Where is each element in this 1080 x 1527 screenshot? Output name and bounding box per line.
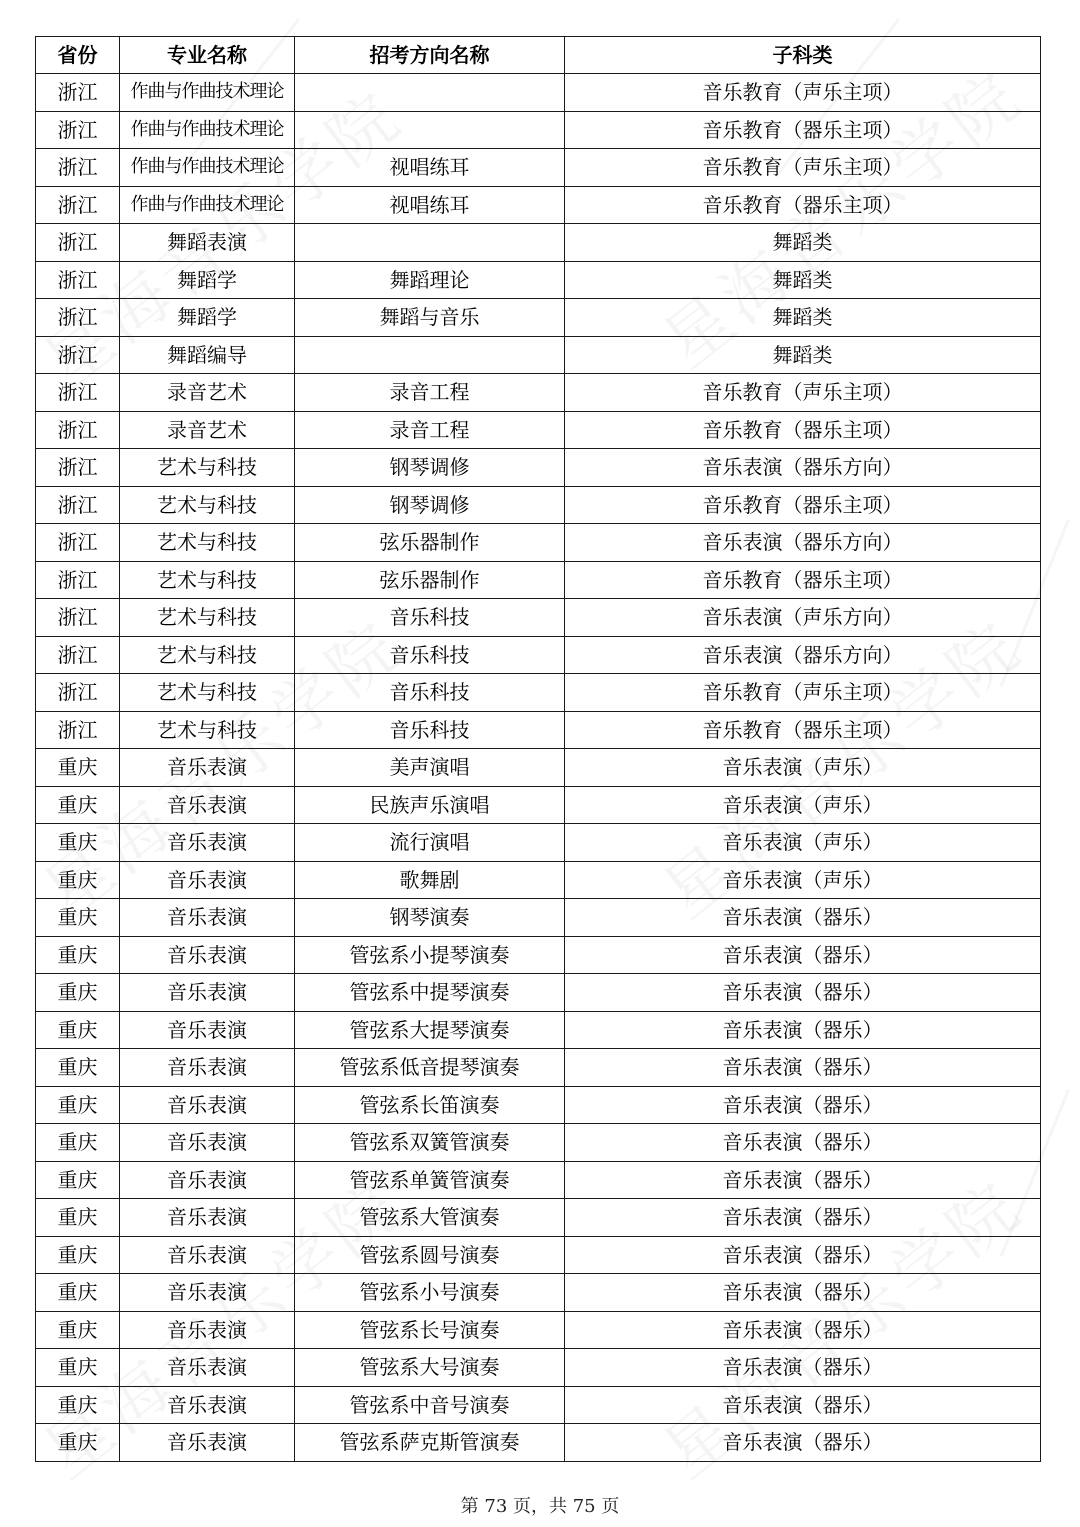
province-cell: 重庆 [36, 1386, 120, 1424]
subcategory-cell: 音乐表演（器乐） [565, 974, 1041, 1012]
province-cell: 浙江 [36, 674, 120, 712]
province-cell: 浙江 [36, 524, 120, 562]
page-number: 第 73 页，共 75 页 [460, 1496, 620, 1517]
subcategory-cell: 音乐教育（声乐主项） [565, 374, 1041, 412]
direction-cell: 管弦系低音提琴演奏 [295, 1049, 565, 1087]
direction-cell: 弦乐器制作 [295, 561, 565, 599]
province-cell: 重庆 [36, 974, 120, 1012]
table-row [36, 599, 1041, 637]
table-row [36, 224, 1041, 262]
direction-cell [295, 111, 565, 149]
province-cell: 重庆 [36, 1124, 120, 1162]
table-row [36, 1124, 1041, 1162]
table-row [36, 74, 1041, 112]
major-cell: 音乐表演 [120, 1386, 295, 1424]
table-row [36, 824, 1041, 862]
province-cell: 重庆 [36, 1274, 120, 1312]
direction-cell: 钢琴调修 [295, 486, 565, 524]
table-row [36, 1236, 1041, 1274]
subcategory-cell: 音乐表演（器乐） [565, 1086, 1041, 1124]
table-row [36, 374, 1041, 412]
table-row [36, 1161, 1041, 1199]
subcategory-cell: 音乐教育（器乐主项） [565, 486, 1041, 524]
subcategory-cell: 舞蹈类 [565, 336, 1041, 374]
major-cell: 音乐表演 [120, 824, 295, 862]
table-row [36, 561, 1041, 599]
subcategory-cell: 音乐表演（器乐） [565, 1236, 1041, 1274]
direction-cell [295, 74, 565, 112]
table-row [36, 899, 1041, 937]
major-cell: 作曲与作曲技术理论 [120, 149, 295, 187]
subcategory-cell: 音乐表演（器乐） [565, 899, 1041, 937]
direction-cell: 管弦系圆号演奏 [295, 1236, 565, 1274]
table-row [36, 1311, 1041, 1349]
direction-cell: 歌舞剧 [295, 861, 565, 899]
table-row [36, 1086, 1041, 1124]
direction-cell: 管弦系小号演奏 [295, 1274, 565, 1312]
major-cell: 艺术与科技 [120, 599, 295, 637]
subcategory-cell: 音乐表演（声乐） [565, 861, 1041, 899]
table-row [36, 524, 1041, 562]
major-cell: 艺术与科技 [120, 636, 295, 674]
province-cell: 重庆 [36, 1199, 120, 1237]
subcategory-cell: 音乐表演（器乐） [565, 1049, 1041, 1087]
province-cell: 浙江 [36, 561, 120, 599]
subcategory-cell: 音乐表演（声乐） [565, 824, 1041, 862]
direction-cell: 管弦系长笛演奏 [295, 1086, 565, 1124]
header-province: 省份 [36, 37, 120, 74]
direction-cell: 管弦系双簧管演奏 [295, 1124, 565, 1162]
province-cell: 浙江 [36, 486, 120, 524]
major-cell: 音乐表演 [120, 936, 295, 974]
province-cell: 重庆 [36, 824, 120, 862]
table-row [36, 936, 1041, 974]
major-cell: 音乐表演 [120, 1124, 295, 1162]
direction-cell: 录音工程 [295, 411, 565, 449]
major-cell: 音乐表演 [120, 1236, 295, 1274]
subcategory-cell: 舞蹈类 [565, 224, 1041, 262]
province-cell: 重庆 [36, 1236, 120, 1274]
subcategory-cell: 音乐表演（器乐） [565, 1011, 1041, 1049]
subcategory-cell: 音乐表演（器乐） [565, 1124, 1041, 1162]
table-row [36, 411, 1041, 449]
direction-cell: 钢琴演奏 [295, 899, 565, 937]
direction-cell: 音乐科技 [295, 636, 565, 674]
major-cell: 录音艺术 [120, 374, 295, 412]
direction-cell: 管弦系中音号演奏 [295, 1386, 565, 1424]
direction-cell: 钢琴调修 [295, 449, 565, 487]
subcategory-cell: 音乐教育（声乐主项） [565, 74, 1041, 112]
direction-cell: 管弦系萨克斯管演奏 [295, 1424, 565, 1462]
direction-cell: 管弦系中提琴演奏 [295, 974, 565, 1012]
subcategory-cell: 音乐表演（器乐） [565, 936, 1041, 974]
table-row [36, 299, 1041, 337]
province-cell: 重庆 [36, 861, 120, 899]
major-cell: 音乐表演 [120, 1424, 295, 1462]
province-cell: 浙江 [36, 336, 120, 374]
subcategory-cell: 舞蹈类 [565, 299, 1041, 337]
major-cell: 作曲与作曲技术理论 [120, 74, 295, 112]
province-cell: 重庆 [36, 1349, 120, 1387]
admissions-table [35, 36, 1041, 1462]
major-cell: 舞蹈学 [120, 299, 295, 337]
table-row [36, 974, 1041, 1012]
province-cell: 浙江 [36, 261, 120, 299]
province-cell: 浙江 [36, 449, 120, 487]
subcategory-cell: 音乐教育（声乐主项） [565, 674, 1041, 712]
province-cell: 浙江 [36, 224, 120, 262]
province-cell: 重庆 [36, 1311, 120, 1349]
province-cell: 浙江 [36, 599, 120, 637]
table-row [36, 1424, 1041, 1462]
subcategory-cell: 音乐表演（器乐） [565, 1311, 1041, 1349]
major-cell: 音乐表演 [120, 1199, 295, 1237]
table-row [36, 711, 1041, 749]
major-cell: 音乐表演 [120, 1274, 295, 1312]
table-row [36, 1011, 1041, 1049]
major-cell: 音乐表演 [120, 1349, 295, 1387]
table-row [36, 486, 1041, 524]
subcategory-cell: 音乐教育（器乐主项） [565, 711, 1041, 749]
major-cell: 音乐表演 [120, 1311, 295, 1349]
major-cell: 艺术与科技 [120, 449, 295, 487]
major-cell: 艺术与科技 [120, 486, 295, 524]
subcategory-cell: 音乐表演（器乐） [565, 1349, 1041, 1387]
direction-cell: 舞蹈理论 [295, 261, 565, 299]
major-cell: 舞蹈表演 [120, 224, 295, 262]
table-row [36, 336, 1041, 374]
subcategory-cell: 音乐教育（器乐主项） [565, 111, 1041, 149]
direction-cell: 管弦系小提琴演奏 [295, 936, 565, 974]
province-cell: 浙江 [36, 299, 120, 337]
major-cell: 音乐表演 [120, 861, 295, 899]
province-cell: 重庆 [36, 1049, 120, 1087]
direction-cell: 录音工程 [295, 374, 565, 412]
province-cell: 浙江 [36, 186, 120, 224]
major-cell: 艺术与科技 [120, 524, 295, 562]
major-cell: 艺术与科技 [120, 711, 295, 749]
direction-cell: 管弦系单簧管演奏 [295, 1161, 565, 1199]
major-cell: 舞蹈编导 [120, 336, 295, 374]
direction-cell: 管弦系大号演奏 [295, 1349, 565, 1387]
direction-cell: 民族声乐演唱 [295, 786, 565, 824]
province-cell: 重庆 [36, 749, 120, 787]
province-cell: 重庆 [36, 899, 120, 937]
direction-cell: 视唱练耳 [295, 149, 565, 187]
table-row [36, 786, 1041, 824]
major-cell: 音乐表演 [120, 1049, 295, 1087]
direction-cell: 弦乐器制作 [295, 524, 565, 562]
subcategory-cell: 音乐表演（器乐） [565, 1199, 1041, 1237]
header-major-name: 专业名称 [120, 37, 295, 74]
subcategory-cell: 音乐教育（器乐主项） [565, 411, 1041, 449]
subcategory-cell: 音乐表演（声乐方向） [565, 599, 1041, 637]
province-cell: 重庆 [36, 1161, 120, 1199]
direction-cell: 音乐科技 [295, 599, 565, 637]
table-row [36, 449, 1041, 487]
direction-cell: 流行演唱 [295, 824, 565, 862]
major-cell: 舞蹈学 [120, 261, 295, 299]
table-row [36, 149, 1041, 187]
table-body [36, 74, 1041, 1462]
table-row [36, 861, 1041, 899]
table-row [36, 111, 1041, 149]
subcategory-cell: 音乐教育（器乐主项） [565, 186, 1041, 224]
major-cell: 音乐表演 [120, 749, 295, 787]
direction-cell: 管弦系大管演奏 [295, 1199, 565, 1237]
subcategory-cell: 音乐表演（器乐） [565, 1161, 1041, 1199]
province-cell: 重庆 [36, 936, 120, 974]
table-row [36, 1349, 1041, 1387]
header-direction-name: 招考方向名称 [295, 37, 565, 74]
direction-cell: 管弦系大提琴演奏 [295, 1011, 565, 1049]
major-cell: 音乐表演 [120, 1161, 295, 1199]
direction-cell: 音乐科技 [295, 674, 565, 712]
table-row [36, 1049, 1041, 1087]
major-cell: 音乐表演 [120, 786, 295, 824]
table-row [36, 186, 1041, 224]
province-cell: 重庆 [36, 1086, 120, 1124]
table-row [36, 636, 1041, 674]
table-row [36, 674, 1041, 712]
subcategory-cell: 音乐表演（器乐） [565, 1386, 1041, 1424]
table-row [36, 261, 1041, 299]
subcategory-cell: 音乐表演（器乐方向） [565, 524, 1041, 562]
table-row [36, 1274, 1041, 1312]
subcategory-cell: 音乐表演（声乐） [565, 786, 1041, 824]
major-cell: 音乐表演 [120, 974, 295, 1012]
major-cell: 艺术与科技 [120, 674, 295, 712]
major-cell: 作曲与作曲技术理论 [120, 186, 295, 224]
province-cell: 浙江 [36, 74, 120, 112]
province-cell: 浙江 [36, 149, 120, 187]
province-cell: 重庆 [36, 1011, 120, 1049]
table-row [36, 749, 1041, 787]
major-cell: 音乐表演 [120, 1011, 295, 1049]
major-cell: 录音艺术 [120, 411, 295, 449]
major-cell: 作曲与作曲技术理论 [120, 111, 295, 149]
province-cell: 浙江 [36, 411, 120, 449]
major-cell: 音乐表演 [120, 1086, 295, 1124]
subcategory-cell: 音乐表演（器乐方向） [565, 636, 1041, 674]
province-cell: 浙江 [36, 374, 120, 412]
direction-cell [295, 224, 565, 262]
direction-cell: 舞蹈与音乐 [295, 299, 565, 337]
major-cell: 音乐表演 [120, 899, 295, 937]
subcategory-cell: 音乐教育（声乐主项） [565, 149, 1041, 187]
province-cell: 重庆 [36, 1424, 120, 1462]
direction-cell: 音乐科技 [295, 711, 565, 749]
table-row [36, 1386, 1041, 1424]
direction-cell: 美声演唱 [295, 749, 565, 787]
table-header-row [36, 37, 1041, 74]
province-cell: 浙江 [36, 111, 120, 149]
subcategory-cell: 音乐表演（器乐方向） [565, 449, 1041, 487]
province-cell: 重庆 [36, 786, 120, 824]
subcategory-cell: 音乐表演（器乐） [565, 1424, 1041, 1462]
header-subcategory: 子科类 [565, 37, 1041, 74]
direction-cell: 管弦系长号演奏 [295, 1311, 565, 1349]
direction-cell: 视唱练耳 [295, 186, 565, 224]
subcategory-cell: 音乐表演（声乐） [565, 749, 1041, 787]
direction-cell [295, 336, 565, 374]
subcategory-cell: 舞蹈类 [565, 261, 1041, 299]
province-cell: 浙江 [36, 636, 120, 674]
subcategory-cell: 音乐教育（器乐主项） [565, 561, 1041, 599]
table-row [36, 1199, 1041, 1237]
subcategory-cell: 音乐表演（器乐） [565, 1274, 1041, 1312]
major-cell: 艺术与科技 [120, 561, 295, 599]
province-cell: 浙江 [36, 711, 120, 749]
